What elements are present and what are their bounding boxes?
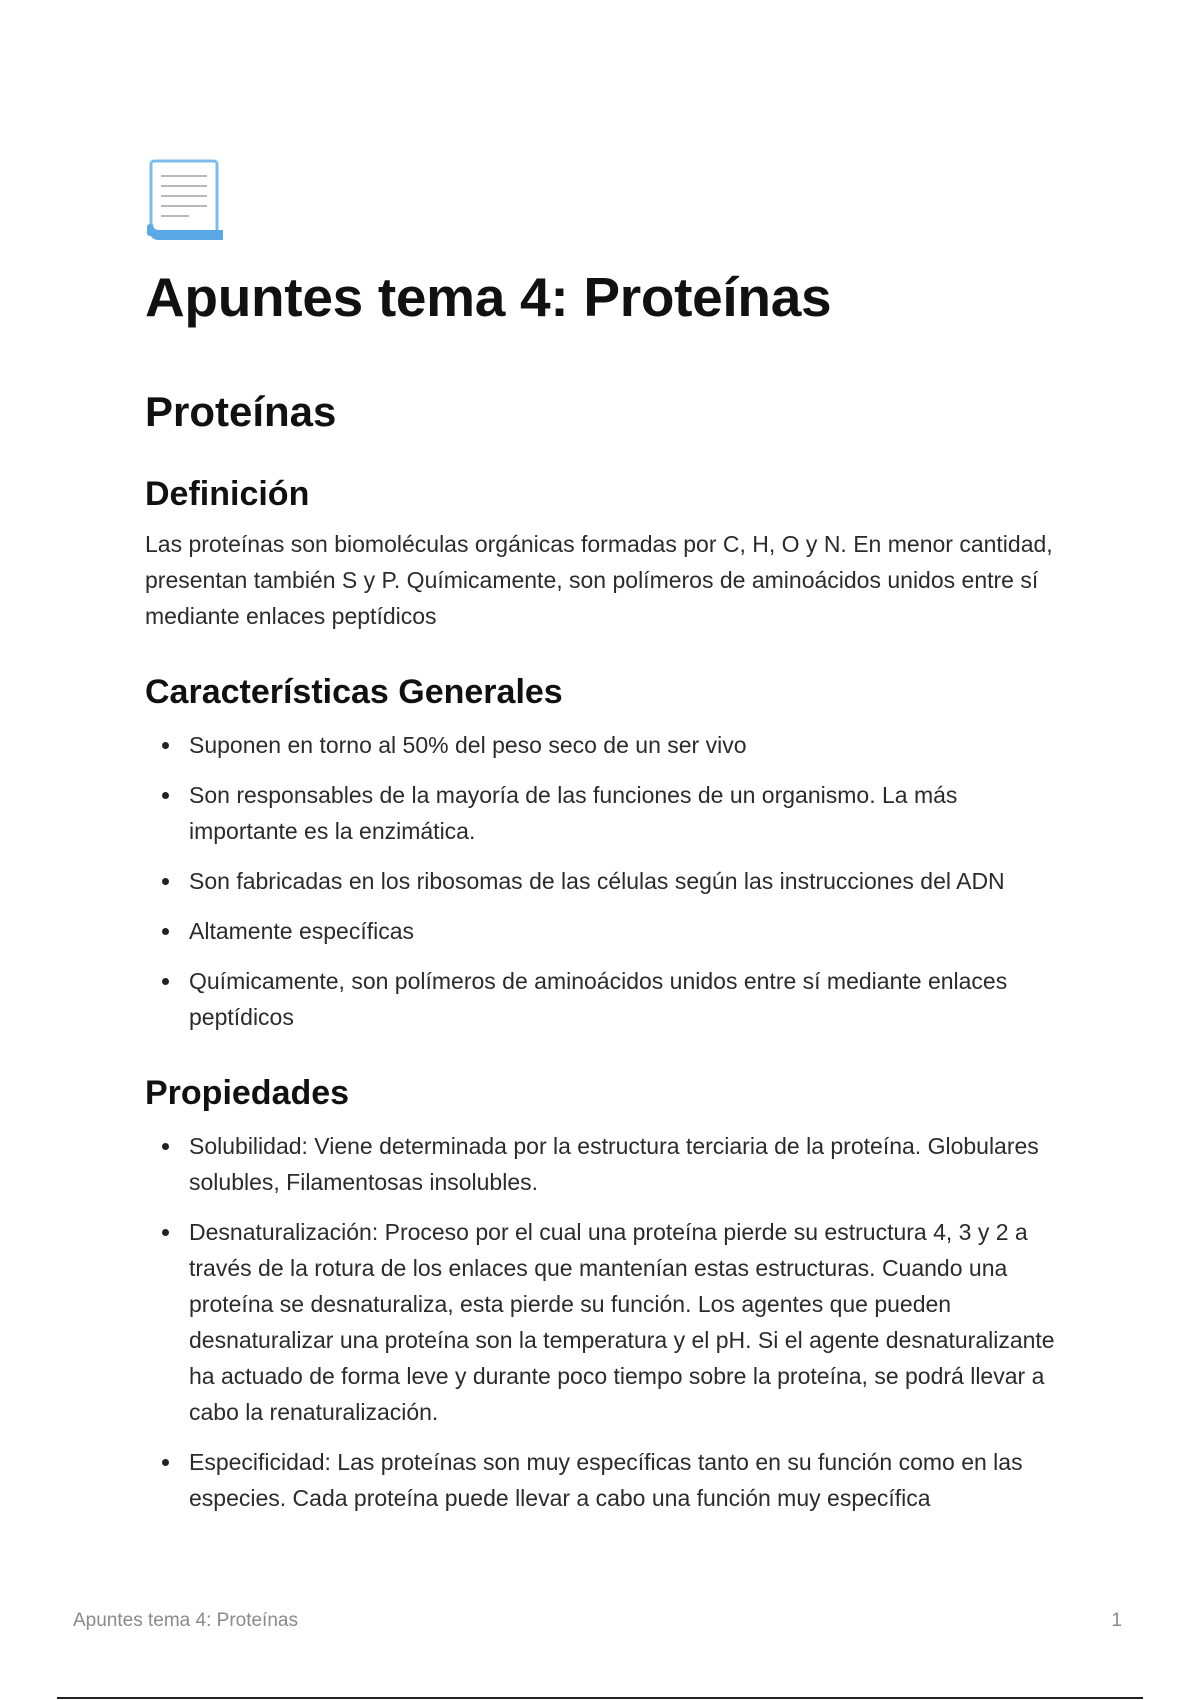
heading-caracteristicas: Características Generales (145, 673, 563, 712)
list-item: Son responsables de la mayoría de las funciones de un organismo. La más importante es la enzimática. (145, 777, 1065, 849)
page-divider (57, 1697, 1143, 1699)
document-scroll-icon (145, 158, 225, 244)
list-item: Desnaturalización: Proceso por el cual una proteína pierde su estructura 4, 3 y 2 a través de la rotura de los enlaces que mantenían estas estructuras. Cuando una proteína se desnaturaliza, esta pierde su función. Los agentes que pueden desnaturalizar una proteína son la temperatura y el pH. Si el agente desnaturalizante ha actuado de forma leve y durante poco tiempo sobre la proteína, se podrá llevar a cabo la renaturalización. (145, 1214, 1065, 1430)
footer-document-title: Apuntes tema 4: Proteínas (73, 1610, 298, 1631)
section-heading-proteinas: Proteínas (145, 388, 337, 436)
heading-propiedades: Propiedades (145, 1074, 350, 1113)
list-item: Suponen en torno al 50% del peso seco de un ser vivo (145, 727, 1065, 763)
list-item: Solubilidad: Viene determinada por la estructura terciaria de la proteína. Globulares solubles, Filamentosas insolubles. (145, 1128, 1065, 1200)
list-item: Químicamente, son polímeros de aminoácidos unidos entre sí mediante enlaces peptídicos (145, 963, 1065, 1035)
heading-definicion: Definición (145, 474, 310, 513)
list-item: Son fabricadas en los ribosomas de las células según las instrucciones del ADN (145, 863, 1065, 899)
list-item: Especificidad: Las proteínas son muy específicas tanto en su función como en las especies. Cada proteína puede llevar a cabo una función muy específica (145, 1444, 1065, 1516)
footer-page-number: 1 (1111, 1610, 1122, 1631)
page-title: Apuntes tema 4: Proteínas (145, 266, 832, 328)
list-item: Altamente específicas (145, 913, 1065, 949)
definicion-text: Las proteínas son biomoléculas orgánicas formadas por C, H, O y N. En menor cantidad, presentan también S y P. Químicamente, son polímeros de aminoácidos unidos entre sí mediante enlaces peptídicos (145, 531, 1053, 630)
document-content (145, 158, 1065, 1530)
caracteristicas-list (145, 727, 1065, 1035)
propiedades-list (145, 1128, 1065, 1516)
